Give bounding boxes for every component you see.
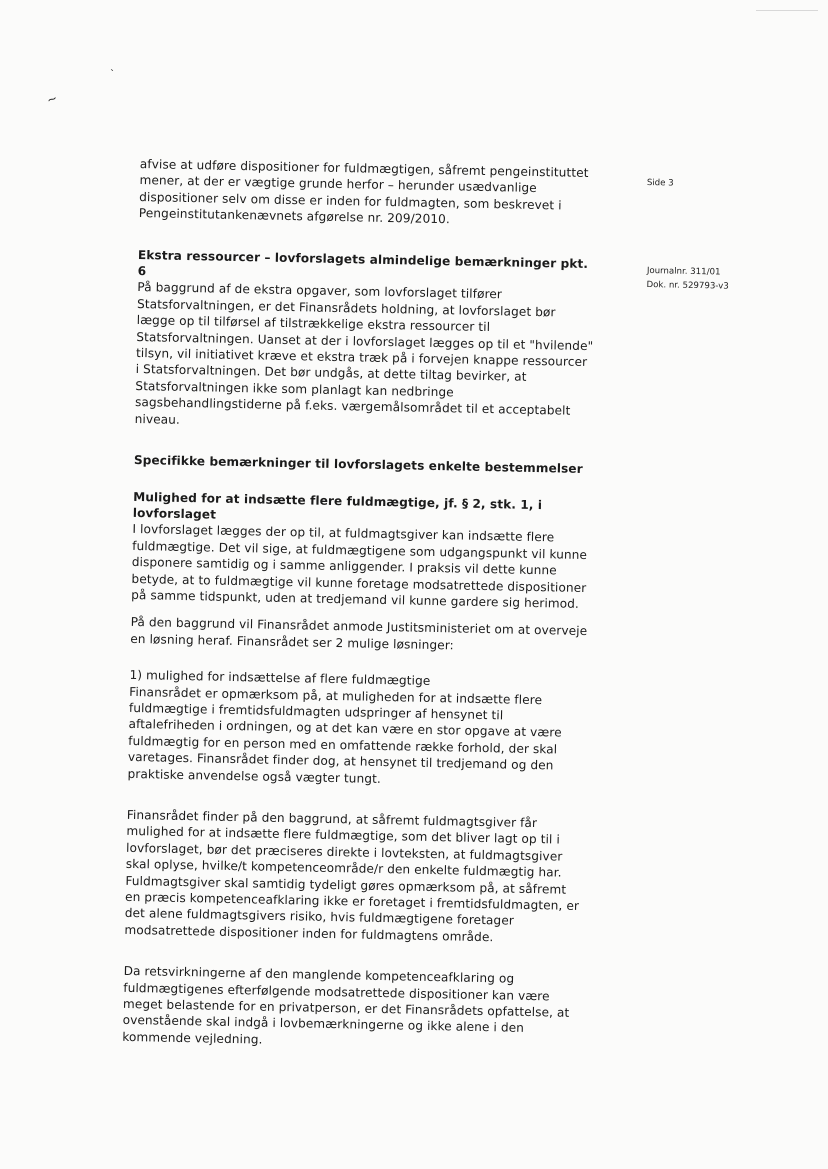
- page-number: Side 3: [646, 177, 674, 189]
- intro-paragraph: afvise at udføre dispositioner for fuldmægtigen, såfremt pengeinstituttet mener, at der er vægtige grunde herfor – herunder usædvanlige dispositioner selv om disse er inden for fuldmagten, som beskrevet i Pengeinstitutankenævnets afgørelse nr. 209/2010.: [138, 156, 589, 227]
- mulighed-paragraph: I lovforslaget lægges der op til, at fuldmagtsgiver kan indsætte flere fuldmægtige. Det vil sige, at fuldmægtigene som udgangspunkt vil kunne disponere samtidig og i samme anliggender. I praksis vil dette kunne betyde, at to fuldmægtige vil kunne foretage modsatrettede dispositioner på samme tidspunkt, uden at tredjemand vil kunne gardere sig herimod.: [131, 522, 588, 611]
- journal-number: Journalnr. 311/01: [646, 265, 721, 278]
- document-body: [122, 156, 598, 1054]
- document-number: Dok. nr. 529793-v3: [646, 279, 729, 292]
- scan-speck: `: [110, 69, 115, 80]
- ressourcer-paragraph: På baggrund af de ekstra opgaver, som lovforslaget tilfører Statsforvaltningen, er det Finansrådets holdning, at lovforslaget bør lægge op til tilførsel af tilstrækkelige ekstra ressourcer til Statsforvaltningen. Uanset at der i lovforslaget lægges op til et "hvilende" tilsyn, vil initiativet kræve et ekstra træk på i forvejen knappe ressourcer i Statsforvaltningen. Det bør undgås, at dette tiltag bevirker, at Statsforvaltningen ikke som planlagt kan nedbringe sagsbehandlingstiderne på f.eks. værgemålsområdet til et acceptabelt niveau.: [134, 280, 594, 427]
- section-heading-ressourcer: Ekstra ressourcer – lovforslagets almindelige bemærkninger pkt. 6: [137, 247, 589, 279]
- section-heading-specifikke: Specifikke bemærkninger til lovforslagets enkelte bestemmelser: [133, 453, 583, 477]
- scan-edge-line: [756, 10, 818, 11]
- scan-speck: ~: [44, 90, 60, 108]
- item1-title: 1) mulighed for indsættelse af flere fuldmægtige: [129, 668, 431, 689]
- sidebar-page-info: [647, 176, 674, 191]
- item1-paragraph: Finansrådet er opmærksom på, at muligheden for at indsætte flere fuldmægtige i fremtidsfuldmagten udspringer af hensynet til aftalefriheden i ordningen, og at det kan være en stor opgave at være fuldmægtig for en person med en omfattende række forhold, der skal varetages. Finansrådet finder dog, at hensynet til tredjemand og den praktiske anvendelse også vægter tungt.: [127, 684, 562, 786]
- finder-paragraph: Finansrådet finder på den baggrund, at såfremt fuldmagtsgiver får mulighed for at indsætte flere fuldmægtige, som det bliver lagt op til i lovforslaget, bør det præciseres direkte i lovteksten, at fuldmagtsgiver skal oplyse, hvilke/t kompetenceområde/r den enkelte fuldmægtig har. Fuldmagtsgiver skal samtidig tydeligt gøres opmærksom på, at såfremt en præcis kompetenceafklaring ikke er foretaget i fremtidsfuldmagten, er det alene fuldmagtsgivers risiko, hvis fuldmægtigene foretager modsatrettede dispositioner inden for fuldmagtens område.: [124, 807, 580, 945]
- section-heading-mulighed: Mulighed for at indsætte flere fuldmægtige, jf. § 2, stk. 1, i lovforslaget: [132, 489, 543, 522]
- sidebar-reference-info: [646, 264, 729, 294]
- retsvirkninger-paragraph: Da retsvirkningerne af den manglende kompetenceafklaring og fuldmægtigenes efterfølgende modsatrettede dispositioner kan være meget belastende for en privatperson, er det Finansrådets opfattelse, at ovenstående skal indgå i lovbemærkningerne og ikke alene i den kommende vejledning.: [122, 964, 570, 1047]
- baggrund-paragraph: På den baggrund vil Finansrådet anmode Justitsministeriet om at overveje en løsning heraf. Finansrådet ser 2 mulige løsninger:: [130, 615, 588, 653]
